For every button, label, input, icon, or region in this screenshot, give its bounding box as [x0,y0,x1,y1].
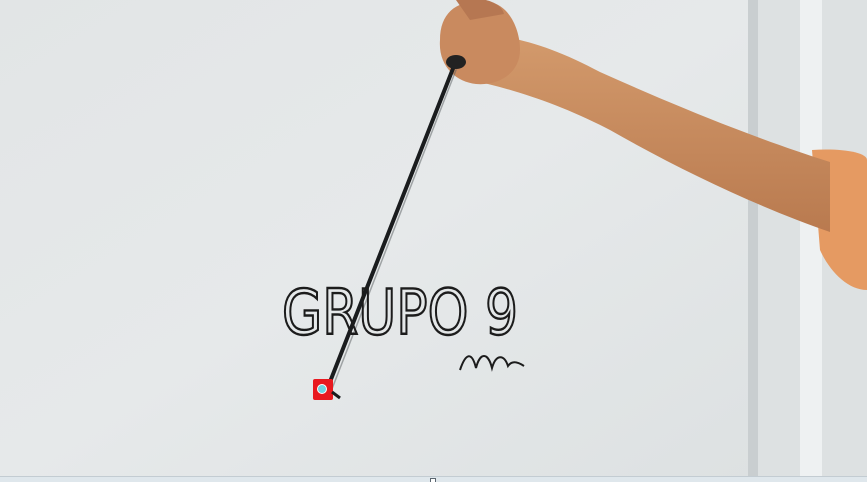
pointer-grip [446,55,466,69]
window-bottom-strip [0,476,867,482]
board-handwriting: GRUPO 9 [282,276,518,349]
whiteboard-frame [748,0,758,476]
resize-handle[interactable] [430,478,436,482]
wall-pillar [800,0,822,476]
tracker-marker-dot [318,385,327,394]
